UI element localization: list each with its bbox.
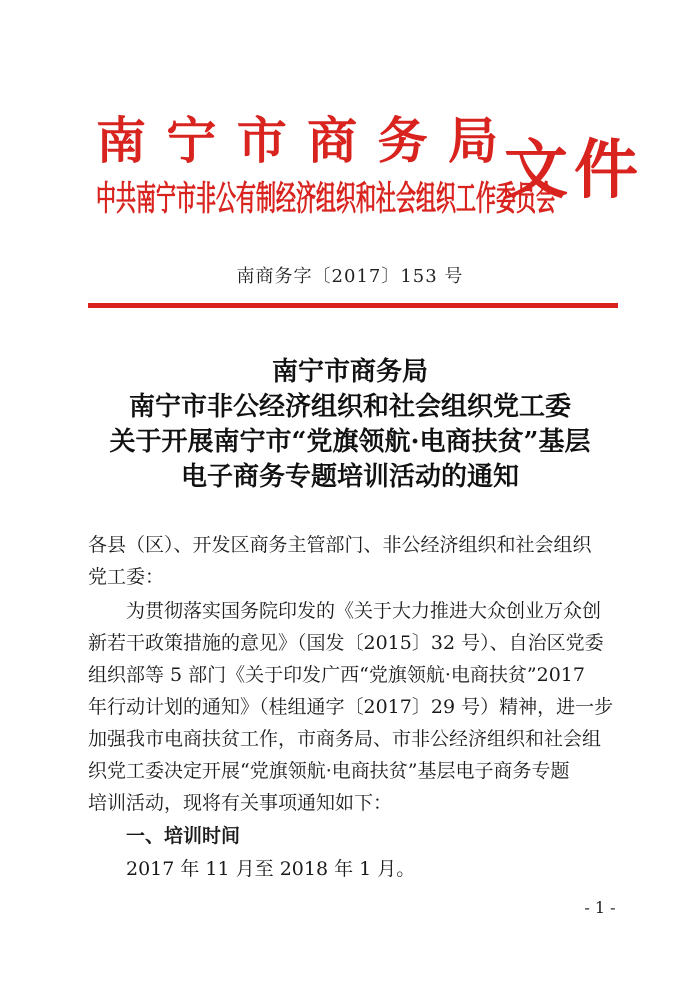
body-line: 组织部等 5 部门《关于印发广西“党旗领航·电商扶贫”2017 <box>88 664 585 686</box>
header-org-char: 南 <box>96 111 146 170</box>
header-org-name <box>96 112 498 170</box>
body-line: 党工委： <box>88 566 165 588</box>
header-doc-type: 文件 <box>504 133 644 208</box>
body-line: 年行动计划的通知》（桂组通字〔2017〕29 号）精神，进一步 <box>88 696 614 718</box>
body-line: 2017 年 11 月至 2018 年 1 月。 <box>88 858 416 880</box>
title-line: 电子商务专题培训活动的通知 <box>180 462 519 492</box>
header-org-char: 局 <box>447 111 498 170</box>
header-org-char: 务 <box>377 111 428 170</box>
body-line: 各县（区）、开发区商务主管部门、非公经济组织和社会组织 <box>88 534 592 556</box>
title-line: 南宁市商务局 <box>271 357 428 387</box>
body-line: 加强我市电商扶贫工作，市商务局、市非公经济组织和社会组 <box>88 728 602 750</box>
body-line: 培训活动，现将有关事项通知如下： <box>88 792 393 814</box>
header-org-char: 市 <box>236 111 287 170</box>
page-number: - 1 - <box>584 898 616 917</box>
section-heading: 一、培训时间 <box>88 825 241 847</box>
body-line: 新若干政策措施的意见》（国发〔2015〕32 号）、自治区党委 <box>88 632 604 654</box>
body-line: 织党工委决定开展“党旗领航·电商扶贫”基层电子商务专题 <box>88 760 570 782</box>
body-line: 为贯彻落实国务院印发的《关于大力推进大众创业万众创 <box>88 600 602 622</box>
document-number: 南商务字〔2017〕153 号 <box>236 266 464 287</box>
red-divider <box>88 303 618 308</box>
header-org-char: 商 <box>307 111 358 170</box>
header-party-committee: 中共南宁市非公有制经济组织和社会组织工作委员会 <box>96 177 556 219</box>
title-line: 关于开展南宁市“党旗领航·电商扶贫”基层 <box>109 427 591 457</box>
header-org-char: 宁 <box>166 111 217 170</box>
title-line: 南宁市非公经济组织和社会组织党工委 <box>128 392 571 422</box>
